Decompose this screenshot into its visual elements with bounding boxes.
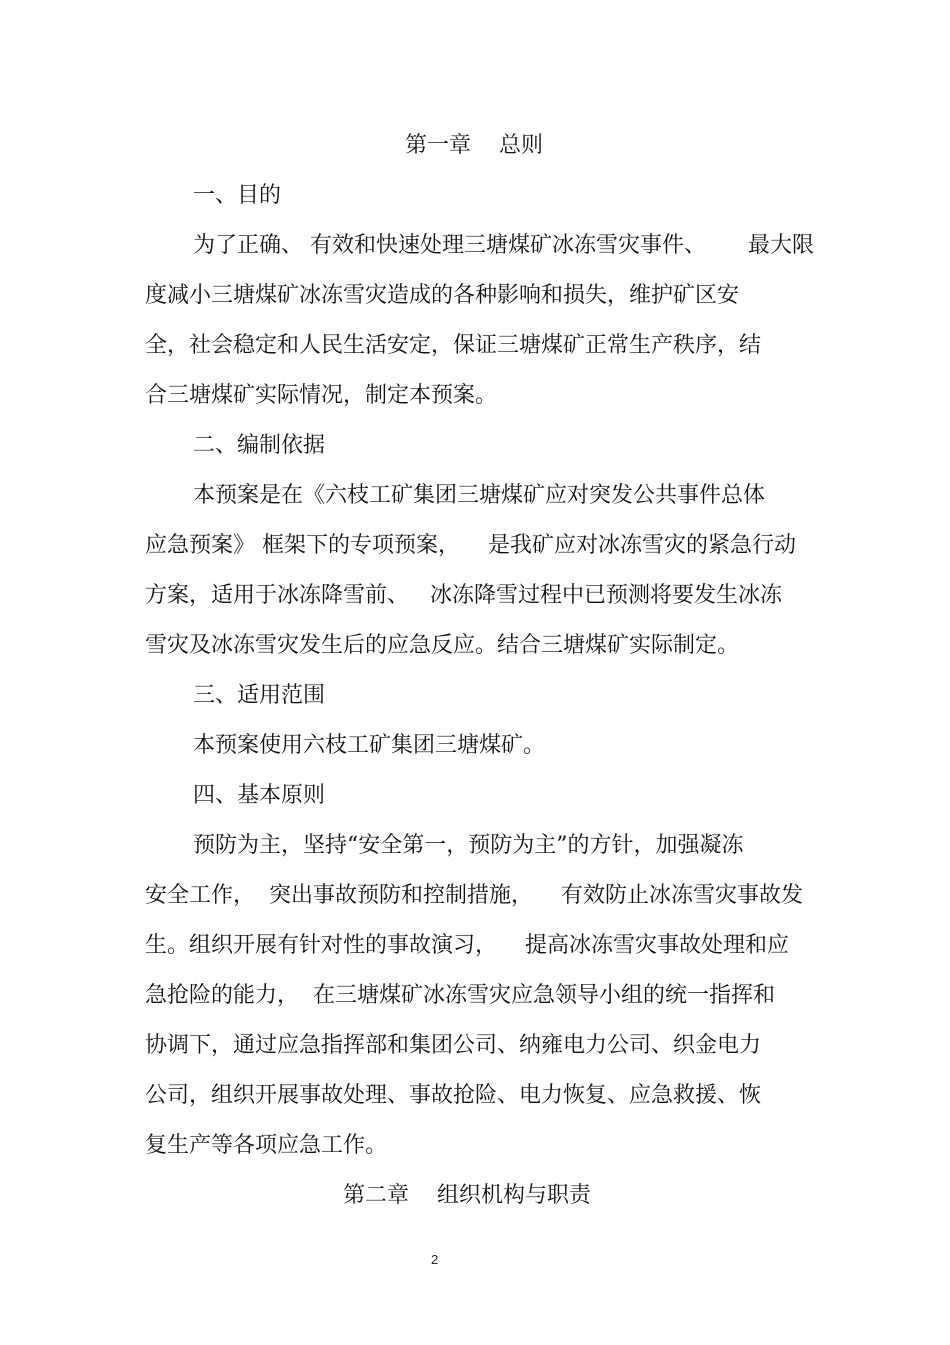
section-4-line: 预防为主，坚持“安全第一，预防为主”的方针，加强凝冻 [193, 833, 744, 858]
section-2-line: 方案，适用于冰冻降雪前、 冰冻降雪过程中已预测将要发生冰冻 [145, 583, 782, 608]
page-number: 2 [431, 1252, 439, 1267]
section-3-line: 本预案使用六枝工矿集团三塘煤矿。 [193, 733, 546, 758]
section-2-line: 应急预案》 框架下的专项预案， 是我矿应对冰冻雪灾的紧急行动 [145, 533, 796, 558]
section-4-line: 急抢险的能力， 在三塘煤矿冰冻雪灾应急领导小组的统一指挥和 [145, 983, 775, 1008]
section-1-line: 为了正确、 有效和快速处理三塘煤矿冰冻雪灾事件、 最大限 [193, 233, 814, 258]
section-2-line: 本预案是在《六枝工矿集团三塘煤矿应对突发公共事件总体 [193, 483, 766, 508]
section-4-line: 安全工作， 突出事故预防和控制措施， 有效防止冰冻雪灾事故发 [145, 883, 803, 908]
section-2-line: 雪灾及冰冻雪灾发生后的应急反应。结合三塘煤矿实际制定。 [145, 633, 740, 658]
section-4-heading: 四、基本原则 [193, 783, 326, 808]
section-3-heading: 三、适用范围 [193, 683, 326, 708]
section-1-line: 全，社会稳定和人民生活安定，保证三塘煤矿正常生产秩序，结 [145, 333, 762, 358]
section-4-line: 协调下，通过应急指挥部和集团公司、纳雍电力公司、织金电力 [145, 1033, 762, 1058]
section-2-heading: 二、编制依据 [193, 433, 326, 458]
section-1-line: 合三塘煤矿实际情况，制定本预案。 [145, 383, 498, 408]
section-1-line: 度减小三塘煤矿冰冻雪灾造成的各种影响和损失，维护矿区安 [145, 283, 740, 308]
section-4-line: 复生产等各项应急工作。 [145, 1133, 388, 1158]
chapter-1-title: 第一章 总则 [405, 133, 543, 158]
section-4-line: 公司，组织开展事故处理、事故抢险、电力恢复、应急救援、恢 [145, 1083, 762, 1108]
chapter-2-title: 第二章 组织机构与职责 [343, 1183, 591, 1208]
section-4-line: 生。组织开展有针对性的事故演习， 提高冰冻雪灾事故处理和应 [145, 933, 789, 958]
section-1-heading: 一、目的 [193, 183, 282, 208]
